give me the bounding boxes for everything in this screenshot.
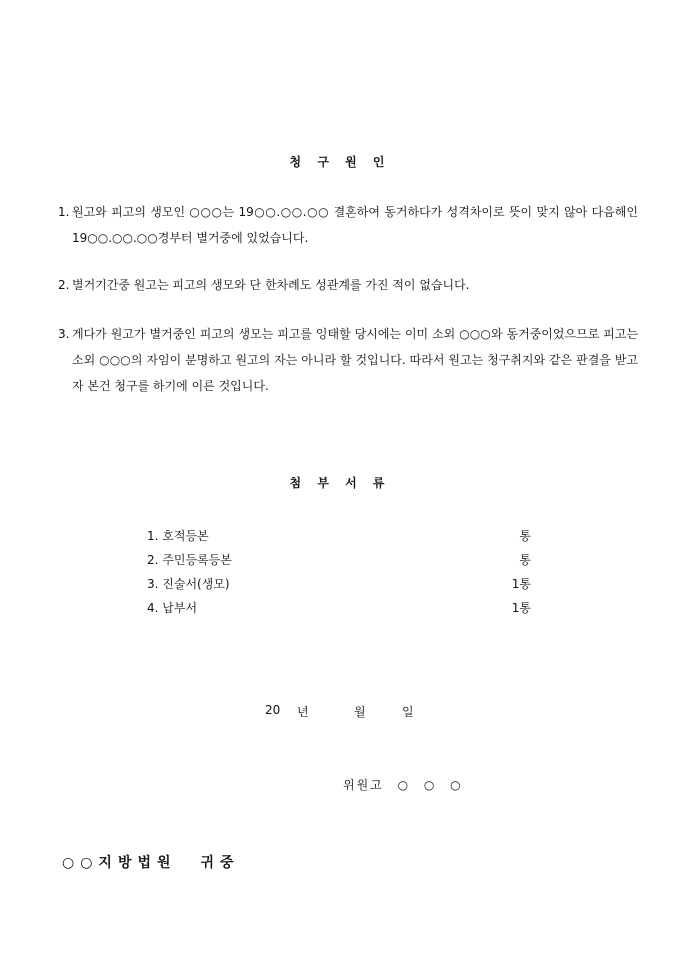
attachment-item [147,596,547,620]
attachment-quantity: 1통 [511,601,531,615]
cause-heading: 청 구 원 인 [289,155,391,169]
attachment-item [147,548,547,572]
attachment-item [147,524,547,548]
clause-2 [58,272,638,298]
attachment-item [147,572,547,596]
attachment-label: 2. 주민등록등본 [147,553,232,567]
clause-text: 원고와 피고의 생모인 ○○○는 19○○.○○.○○ 결혼하여 동거하다가 성격차이로 뜻이 맞지 않아 다음해인 19○○.○○.○○경부터 별거중에 있었습니다. [72,205,638,245]
plaintiff-signature-line: 위원고 ○ ○ ○ [343,778,463,792]
attachment-list [147,524,547,620]
clause-text: 별거기간중 원고는 피고의 생모와 단 한차례도 성관계를 가진 적이 없습니다. [72,278,470,292]
court-name: ○○지방법원 [62,855,177,871]
attachment-label: 4. 납부서 [147,601,198,615]
date-year-unit: 년 [297,705,309,719]
attachment-quantity: 1통 [511,577,531,591]
attachment-quantity: 통 [519,529,531,543]
clause-number: 1. [58,205,70,219]
clause-number: 3. [58,327,70,341]
date-day-unit: 일 [402,705,414,719]
clause-text: 게다가 원고가 별거중인 피고의 생모는 피고를 잉태할 당시에는 이미 소외 ○○○와 동거중이었으므로 피고는 소외 ○○○의 자임이 분명하고 원고의 자는 아니라 할 것입니다. 따라서 원고는 청구취지와 같은 판결을 받고자 본건 청구를 하기에 이른 것입니다. [72,327,638,393]
attachments-heading: 첨 부 서 류 [289,476,391,490]
clause-1 [58,199,638,251]
clause-number: 2. [58,278,70,292]
attachment-label: 1. 호적등본 [147,529,209,543]
attachment-label: 3. 진술서(생모) [147,577,230,591]
attachment-quantity: 통 [519,553,531,567]
date-month-unit: 월 [354,705,366,719]
court-suffix: 귀중 [200,855,240,871]
date-year: 20 [265,703,281,717]
court-address [62,852,240,872]
clause-3 [58,321,638,399]
